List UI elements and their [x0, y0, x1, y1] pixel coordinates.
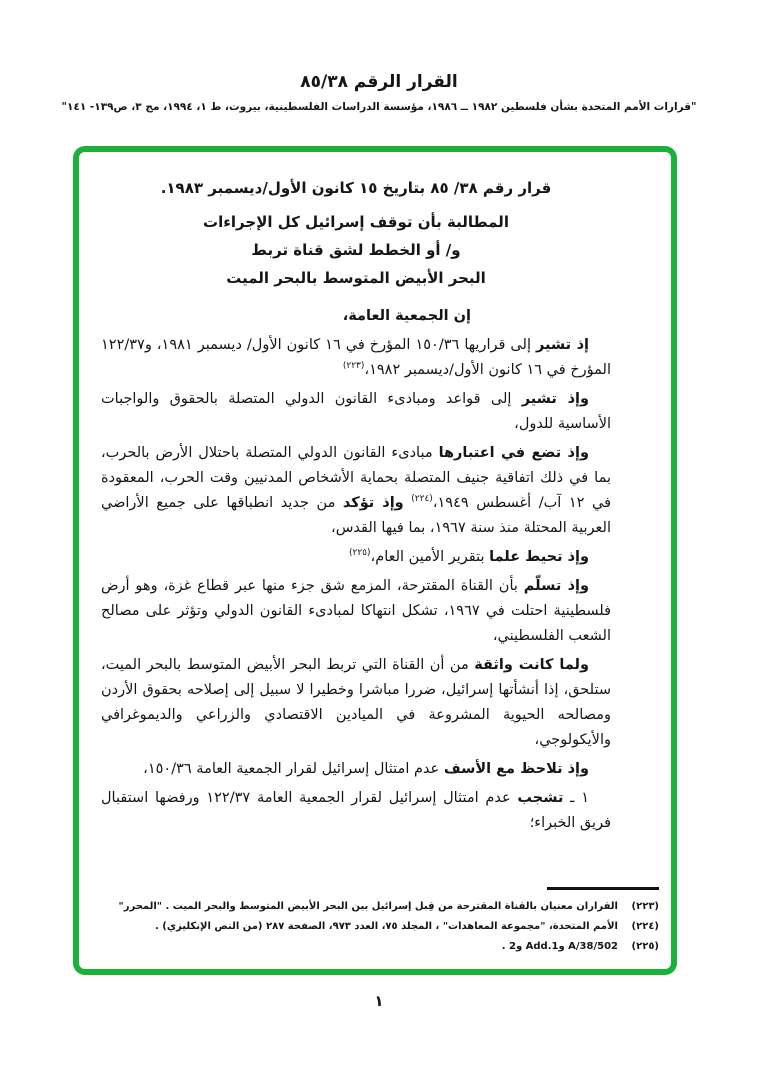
resolution-paragraph	[101, 786, 611, 836]
footnote	[91, 897, 659, 917]
resolution-paragraph	[101, 545, 611, 570]
paragraph-text: بتقرير الأمين العام،	[370, 549, 490, 565]
footnote	[91, 937, 659, 957]
heading-line: البحر الأبيض المتوسط بالبحر الميت	[226, 269, 486, 287]
resolution-paragraph	[101, 387, 611, 437]
bold-lead-in: إن الجمعية العامة،	[342, 308, 471, 324]
paragraph-text: إلى قراريها ٣٦‏/‏١٥٠ المؤرخ في ١٦ كانون الأول/ ديسمبر ١٩٨١، و٣٧‏/‏١٢٢ المؤرخ في ١٦ كانون الأول/ديسمبر ١٩٨٢،	[101, 337, 611, 378]
footnote-text: A/38/502 وAdd.1 و2 .	[501, 941, 618, 952]
footnotes-section	[91, 887, 659, 957]
footnote-marker: (٢٢٣)	[342, 361, 365, 372]
bold-lead-in: وإذ تحيط علما	[489, 549, 589, 565]
bold-lead-in: وإذ تسلّم	[523, 578, 590, 594]
bold-lead-in: وإذ تؤكد	[342, 495, 404, 511]
heading-line: و/ أو الخطط لشق قناة تربط	[251, 241, 461, 259]
resolution-paragraph	[101, 441, 611, 541]
bold-lead-in: إذ تشير	[535, 337, 589, 353]
footnote-number: (٢٢٤)	[631, 921, 659, 932]
footnote-separator	[547, 887, 659, 890]
resolution-content	[101, 174, 611, 840]
footnote-marker: (٢٢٥)	[348, 548, 371, 559]
bold-lead-in: وإذ تلاحظ مع الأسف	[443, 761, 589, 777]
document-header	[0, 72, 758, 113]
footnote-number: (٢٢٥)	[631, 941, 659, 952]
paragraph-text: إلى قواعد ومبادىء القانون الدولي المتصلة بالحقوق والواجبات الأساسية للدول،	[101, 391, 611, 432]
resolution-paragraph	[101, 333, 611, 383]
footnote-text: القراران معنيان بالقناة المقترحة من قِبل إسرائيل بين البحر الأبيض المتوسط والبحر الميت . "المحرر"	[118, 901, 618, 912]
footnote-list	[91, 897, 659, 957]
paragraph-text: مبادىء القانون الدولي المتصلة باحتلال الأرض بالحرب، بما في ذلك اتفاقية جنيف المتصلة بحماية الأشخاص المدنيين وقت الحرب، المعقودة في ١٢ آب/ أغسطس ١٩٤٩،	[101, 445, 612, 511]
paragraph-text: من جديد انطباقها على جميع الأراضي العربية المحتلة منذ سنة ١٩٦٧، بما فيها القدس،	[101, 495, 611, 536]
resolution-body	[101, 304, 611, 836]
resolution-paragraph	[101, 757, 611, 782]
paragraph-text: عدم امتثال إسرائيل لقرار الجمعية العامة ٣٦‏/‏١٥٠،	[143, 761, 444, 777]
footnote-number: (٢٢٣)	[631, 901, 659, 912]
source-citation: "قرارات الأمم المتحدة بشأن فلسطين ١٩٨٢ ــ ١٩٨٦، مؤسسة الدراسات الفلسطينية، بيروت، ط ١، ١٩٩٤، مج ٣، ص١٣٩- ١٤١"	[61, 101, 697, 113]
heading-line: قرار رقم ٣٨/ ٨٥ بتاريخ ١٥ كانون الأول/ديسمبر ١٩٨٣.	[160, 179, 552, 197]
footnote-text: الأمم المتحدة، "مجموعة المعاهدات" ، المجلد ٧٥، العدد ٩٧٣، الصفحة ٢٨٧ (من النص الإنكليزي) .	[155, 921, 618, 932]
resolution-frame	[73, 146, 677, 975]
resolution-paragraph	[101, 653, 611, 753]
resolution-paragraph	[101, 574, 611, 649]
footnote	[91, 917, 659, 937]
resolution-heading	[101, 174, 611, 292]
resolution-paragraph	[101, 304, 611, 329]
paragraph-text: من أن القناة التي تربط البحر الأبيض المتوسط بالبحر الميت، ستلحق، إذا أنشأتها إسرائيل، ضررا مباشرا وخطيرا لا سبيل إلى إصلاحه بحقوق الأردن ومصالحه الحيوية المشروعة في الميادين الاقتصادي والزراعي والديموغرافي والأيكولوجي،	[101, 657, 611, 748]
page-number: ١	[374, 992, 384, 1010]
heading-line: المطالبة بأن توقف إسرائيل كل الإجراءات	[203, 213, 509, 231]
paragraph-text: ١ ـ	[563, 790, 589, 806]
paragraph-text: بأن القناة المقترحة، المزمع شق جزء منها عبر قطاع غزة، وهو أرض فلسطينية احتلت في ١٩٦٧، تشكل انتهاكا لمبادىء القانون الدولي وتؤثر على مصالح الشعب الفلسطيني،	[101, 578, 612, 644]
bold-lead-in: وإذ تشير	[521, 391, 589, 407]
footnote-marker: (٢٢٤)	[411, 494, 433, 505]
page-title: القرار الرقم ٣٨‏/‏٨٥	[300, 72, 458, 92]
paragraph-text: عدم امتثال إسرائيل لقرار الجمعية العامة ٣٧‏/‏١٢٢ ورفضها استقبال فريق الخبراء؛	[101, 790, 611, 831]
bold-lead-in: وإذ تضع في اعتبارها	[438, 445, 589, 461]
bold-lead-in: تشجب	[517, 790, 564, 806]
bold-lead-in: ولما كانت واثقة	[474, 657, 589, 673]
